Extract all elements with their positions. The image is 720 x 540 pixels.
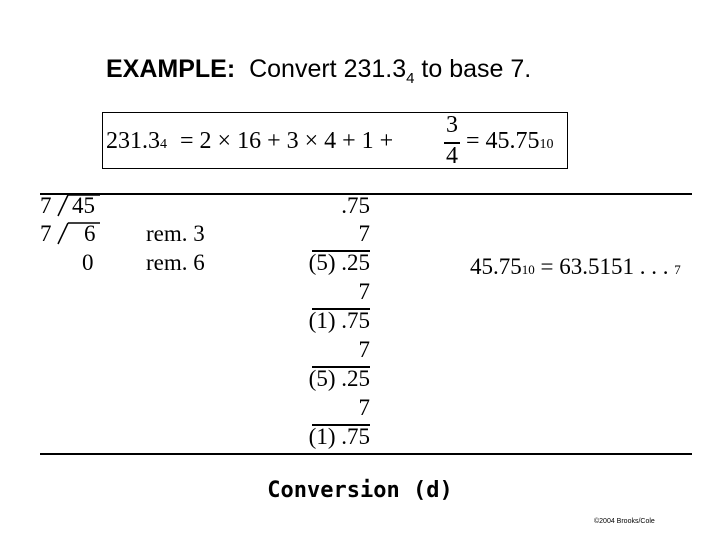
result-rhs-subscript: 7 — [674, 262, 681, 277]
final-quotient: 0 — [82, 250, 94, 275]
multiplication-row: 7 — [358, 395, 370, 420]
result-lhs: 45.75 — [470, 254, 522, 279]
equation-lhs-subscript: 4 — [160, 137, 167, 152]
equation-lhs: 231.34 — [106, 128, 167, 154]
equation-result: = 45.7510 — [466, 128, 554, 154]
multiplication-row: (5) .25 — [308, 366, 370, 391]
multiplication-row: .75 — [341, 193, 370, 218]
result-rhs: = 63.5151 . . . — [540, 254, 669, 279]
remainder-1: rem. 3 — [146, 221, 205, 246]
dividend-1: 45 — [72, 193, 95, 218]
title-text-end: to base 7. — [414, 55, 532, 83]
figure-caption: Conversion (d) — [267, 478, 453, 503]
example-label: EXAMPLE: — [106, 55, 236, 83]
result-lhs-subscript: 10 — [521, 262, 535, 277]
equation-result-subscript: 10 — [539, 137, 554, 152]
multiplication-row: (1) .75 — [308, 424, 370, 449]
multiplication-row: 7 — [358, 221, 370, 246]
fraction-numerator: 3 — [446, 112, 458, 138]
slide-title — [106, 55, 531, 87]
bottom-rule — [40, 453, 692, 455]
multiplication-row: (5) .25 — [308, 250, 370, 275]
equation-terms: = 2 × 16 + 3 × 4 + 1 + — [180, 128, 394, 154]
divisor-1: 7 — [40, 193, 52, 218]
final-result — [470, 254, 681, 280]
fraction-denominator: 4 — [446, 143, 458, 169]
multiplication-row: (1) .75 — [308, 308, 370, 333]
multiplication-row: 7 — [358, 279, 370, 304]
title-base-subscript: 4 — [406, 70, 415, 87]
title-text: Convert 231.3 — [249, 55, 407, 83]
dividend-2: 6 — [84, 221, 96, 246]
remainder-2: rem. 6 — [146, 250, 205, 275]
divisor-2: 7 — [40, 221, 52, 246]
multiplication-row: 7 — [358, 337, 370, 362]
copyright-notice: ©2004 Brooks/Cole — [594, 518, 655, 525]
